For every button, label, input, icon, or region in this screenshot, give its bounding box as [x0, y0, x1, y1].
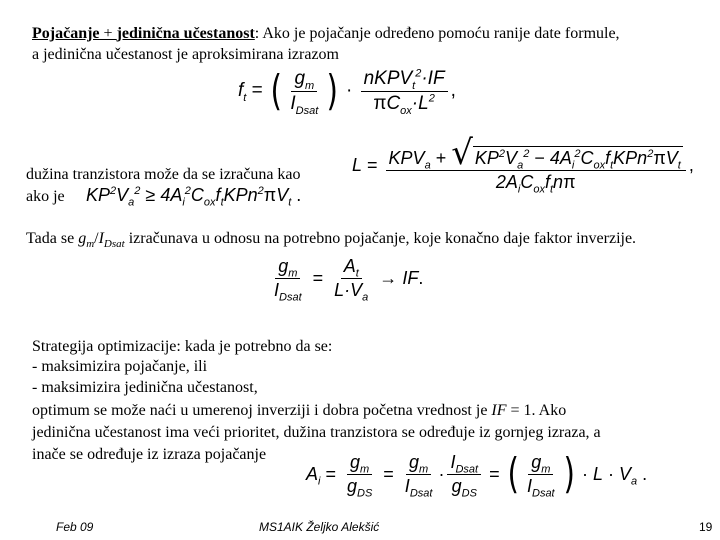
para4-line1: Strategija optimizacije: kada je potrebno da se: [32, 338, 333, 355]
heading-plus: + [99, 25, 117, 42]
para4-line5: jedinična učestanost ima veći prioritet, dužina tranzistora se određuje iz gornjeg izraza, a [32, 424, 601, 441]
heading-unity-frequency: jedinična učestanost [116, 25, 255, 42]
heading-gain: Pojačanje [32, 25, 100, 42]
para2-line2: ako je [26, 188, 65, 205]
footer-course-author: MS1AIK Željko Alekšić [259, 520, 380, 534]
para4-line2: - maksimizira pojačanje, ili [32, 358, 208, 375]
equation-ft: $f_t$ = ( $\frac{g_m}{I_{Dsat}}$ ) · $\frac{nKPV_t^2\cdot IF}{\pi C_{ox}\cdot L^2}$ , [238, 66, 456, 117]
para1-line1-rest: : Ako je pojačanje određeno pomoću ranije date formule, [254, 25, 620, 42]
para4-line4: optimum se može naći u umerenoj inverziji i dobra početna vrednost je IF = 1. Ako [32, 402, 567, 419]
para1-line2: a jedinična učestanost je aproksimirana izrazom [32, 46, 339, 63]
equation-length: L = $KPV_a$ + √ $KP^2V_a^2 - 4A_i^2C_{ox}f_tKPn^2\pi V_t$ $2A_iC_{ox}f_tn\pi$ , [352, 133, 694, 196]
footer-date: Feb 09 [56, 520, 94, 534]
para2-line1: dužina tranzistora može da se izračuna kao [26, 166, 301, 183]
para4-line6: inače se određuje iz izraza pojačanje [32, 446, 267, 463]
equation-ai: $A_i$ = $\frac{g_m}{g_{DS}}$ = $\frac{g_m}{I_{Dsat}}$ · $\frac{I_{Dsat}}{g_{DS}}$ = ( $\frac{g_m}{I_{Dsat}}$ ) · L · $V_a$ . [306, 449, 648, 500]
page-number: 19 [699, 520, 713, 534]
para3-line: Tada se $g_m/I_{Dsat}$ izračunava u odnosu na potrebno pojačanje, koje konačno daje faktor inverzije. [26, 230, 637, 251]
para4-line3: - maksimizira jedinična učestanost, [32, 379, 258, 396]
equation-condition: $KP^2V_a^2 \ge 4A_i^2C_{ox}f_tKPn^2\pi V_t$ . [86, 185, 302, 209]
equation-gm-over-idsat: $\frac{g_m}{I_{Dsat}}$ = $\frac{A_t}{L\cdot V_a}$ → IF . [274, 256, 424, 304]
para1-line1 [32, 24, 620, 44]
